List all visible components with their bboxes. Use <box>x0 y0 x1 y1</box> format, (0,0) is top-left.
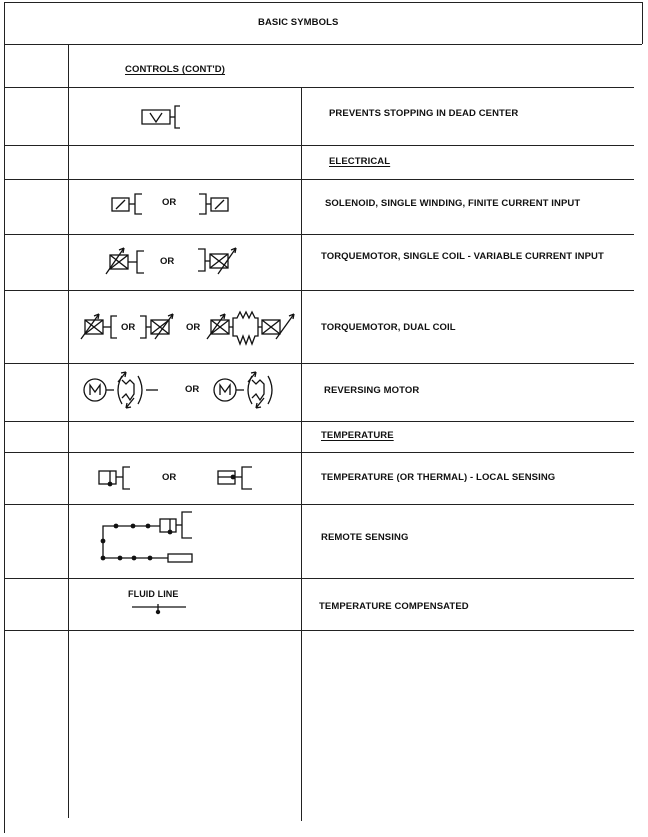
row-compensated-label: TEMPERATURE COMPENSATED <box>319 601 469 612</box>
section-electrical-heading: ELECTRICAL <box>329 156 391 167</box>
or-label: OR <box>185 384 200 395</box>
row-line <box>4 452 634 453</box>
row-local-sensing-label: TEMPERATURE (OR THERMAL) - LOCAL SENSING <box>321 472 556 483</box>
row-reversing-label: REVERSING MOTOR <box>324 385 420 396</box>
or-label: OR <box>162 472 177 483</box>
torquemotor-single-right-icon <box>196 244 240 276</box>
thermal-local-right-icon <box>216 464 258 492</box>
section-temperature-heading: TEMPERATURE <box>321 430 394 441</box>
row-line <box>4 630 634 631</box>
solenoid-left-icon <box>110 192 146 216</box>
temperature-compensated-icon <box>130 600 188 616</box>
or-label: OR <box>121 322 136 333</box>
row-line <box>4 421 634 422</box>
row-line <box>4 179 634 180</box>
row-line <box>4 234 634 235</box>
row-torque-single-label: TORQUEMOTOR, SINGLE COIL - VARIABLE CURRENT INPUT <box>321 251 604 262</box>
row-torque-dual-label: TORQUEMOTOR, DUAL COIL <box>321 322 456 333</box>
row-line <box>4 363 634 364</box>
fluid-line-label: FLUID LINE <box>128 589 179 599</box>
row-line <box>4 290 634 291</box>
row-line <box>4 504 634 505</box>
row-line <box>4 578 634 579</box>
reversing-motor-right-icon <box>212 370 292 410</box>
row-remote-sensing-label: REMOTE SENSING <box>321 532 409 543</box>
or-label: OR <box>186 322 201 333</box>
solenoid-right-icon <box>197 192 233 216</box>
row-dead-center-label: PREVENTS STOPPING IN DEAD CENTER <box>329 108 519 119</box>
row-line <box>4 145 634 146</box>
thermal-local-left-icon <box>97 464 139 492</box>
torquemotor-dual-a-icon <box>80 312 120 342</box>
frame-right <box>642 2 643 44</box>
row-solenoid-label: SOLENOID, SINGLE WINDING, FINITE CURRENT INPUT <box>325 198 581 209</box>
row-line <box>4 87 634 88</box>
dead-center-detent-icon <box>140 104 190 130</box>
page-title: BASIC SYMBOLS <box>258 17 339 28</box>
column-line-2 <box>301 88 302 821</box>
torquemotor-dual-c-icon <box>206 306 296 354</box>
frame-left <box>4 2 5 833</box>
header-divider <box>4 44 642 45</box>
thermal-remote-icon <box>98 508 202 572</box>
frame-top <box>4 2 642 3</box>
column-line-1 <box>68 44 69 818</box>
or-label: OR <box>162 197 177 208</box>
section-controls-heading: CONTROLS (CONT'D) <box>125 64 226 75</box>
torquemotor-dual-b-icon <box>138 312 174 342</box>
or-label: OR <box>160 256 175 267</box>
reversing-motor-left-icon <box>82 370 174 410</box>
torquemotor-single-left-icon <box>104 246 148 276</box>
